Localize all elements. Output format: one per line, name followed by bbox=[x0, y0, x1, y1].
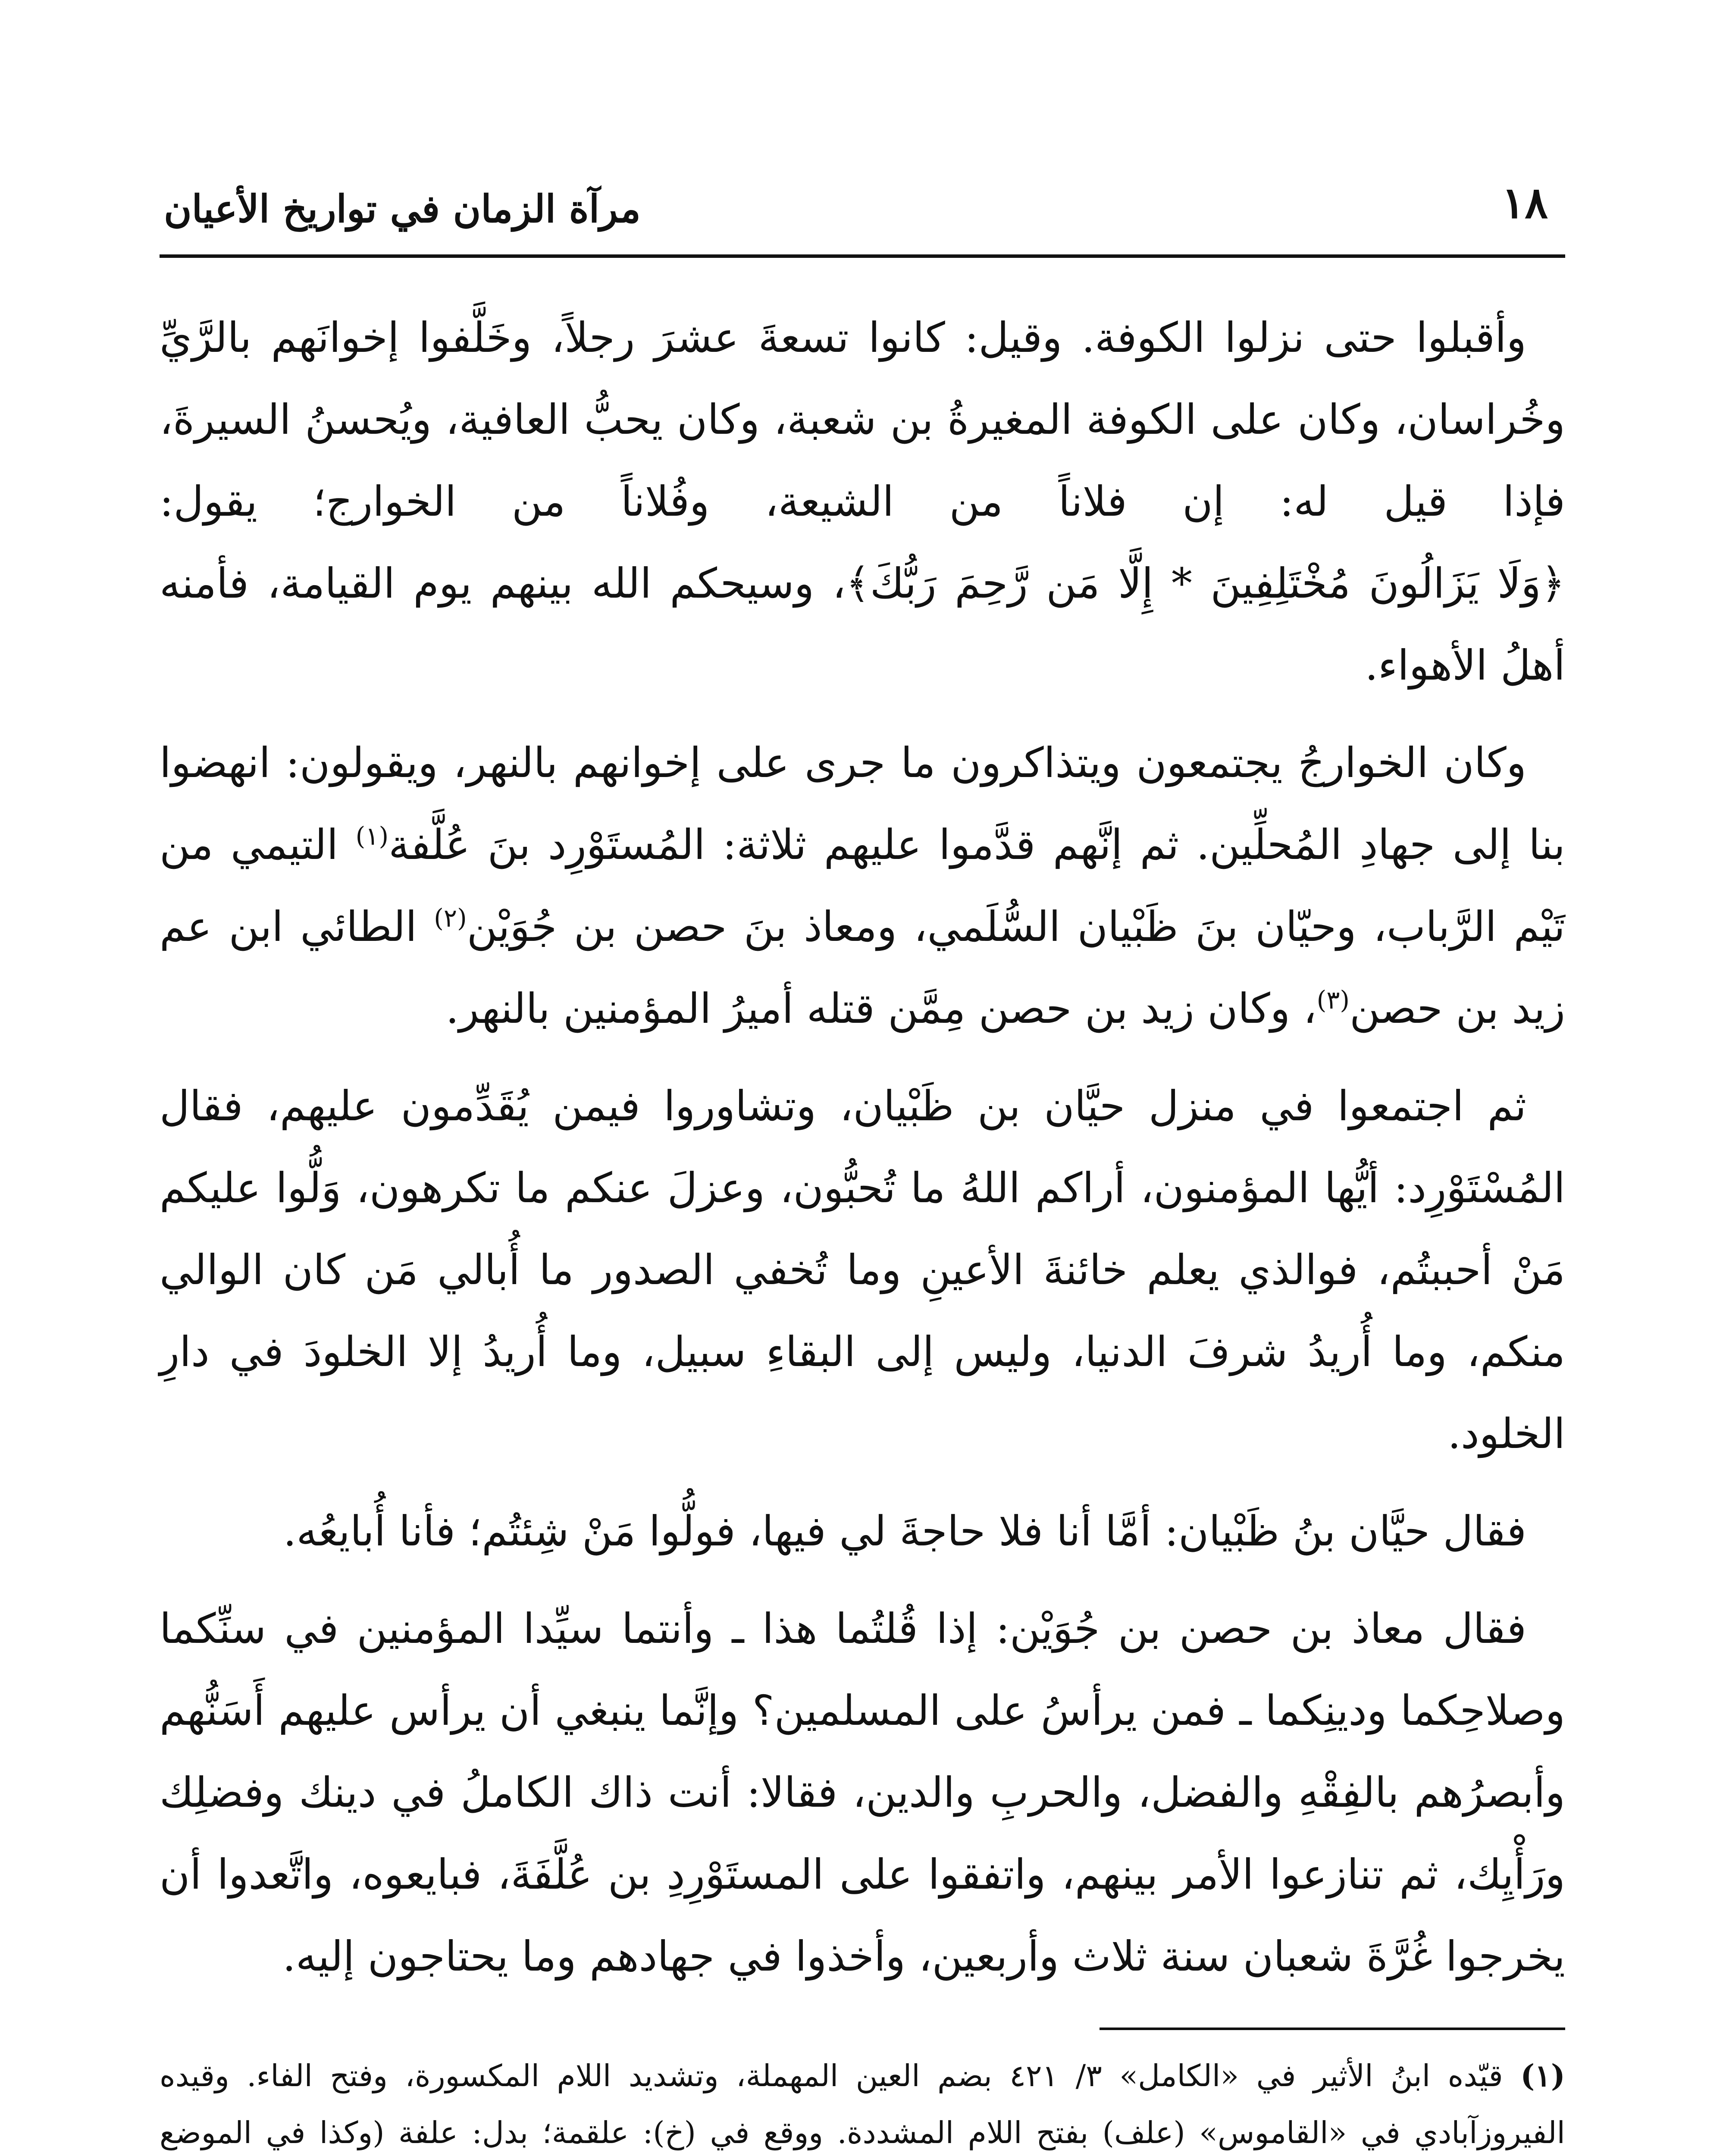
paragraph-2-part-3: الطائي ابن عم زيد بن حصن bbox=[160, 903, 1565, 1033]
paragraph-5: فقال معاذ بن حصن بن جُوَيْن: إذا قُلتُما هذا ـ وأنتما سيِّدا المؤمنين في سنِّكما وصلاحِكما ودينِكما ـ فمن يرأسُ على المسلمين؟ وإنَّما ينبغي أن يرأس عليهم أَسَنُّهم وأبصرُهم بالفِقْهِ والفضل، والحربِ والدين، فقالا: أنت ذاك الكاملُ في دينك وفضلِك ورَأْيِك، ثم تنازعوا الأمر بينهم، واتفقوا على المستَوْرِدِ بن عُلَّفَةَ، فبايعوه، واتَّعدوا أن يخرجوا غُرَّةَ شعبان سنة ثلاث وأربعين، وأخذوا في جهادهم وما يحتاجون إليه. bbox=[160, 1604, 1566, 1981]
page-header bbox=[160, 164, 1565, 258]
paragraph-2-part-1: وكان الخوارجُ يجتمعون ويتذاكرون ما جرى على إخوانهم بالنهر، ويقولون: انهضوا بنا إلى جهادِ المُحلِّين. ثم إنَّهم قدَّموا عليهم ثلاثة: المُستَوْرِد بنَ عُلَّفة bbox=[160, 739, 1566, 869]
paragraph-3: ثم اجتمعوا في منزل حيَّان بن ظَبْيان، وتشاوروا فيمن يُقَدِّمون عليهم، فقال المُسْتَوْرِد: أيُّها المؤمنون، أراكم اللهُ ما تُحبُّون، وعزلَ عنكم ما تكرهون، وَلُّوا عليكم مَنْ أحببتُم، فوالذي يعلم خائنةَ الأعينِ وما تُخفي الصدور ما أُبالي مَن كان الوالي منكم، وما أُريدُ شرفَ الدنيا، وليس إلى البقاءِ سبيل، وما أُريدُ إلا الخلودَ في دارِ الخلود. bbox=[160, 1082, 1565, 1458]
paragraph-2-part-2: التيمي من تَيْم الرَّباب، وحيّان بنَ ظَبْيان السُّلَمي، ومعاذ بنَ حصن بن جُوَيْن bbox=[160, 821, 1566, 951]
paragraph-1-tail: ، وسيحكم الله بينهم يوم القيامة، فأمنه أهلُ الأهواء. bbox=[160, 559, 1565, 689]
footnote-1 bbox=[160, 2047, 1565, 2156]
paragraph-4: فقال حيَّان بنُ ظَبْيان: أمَّا أنا فلا حاجةَ لي فيها، فولُّوا مَنْ شِئتُم؛ فأنا أُبايعُه. bbox=[283, 1507, 1526, 1555]
page-number: ١٨ bbox=[1501, 177, 1548, 228]
paragraph-1-text: وأقبلوا حتى نزلوا الكوفة. وقيل: كانوا تسعةَ عشرَ رجلاً، وخَلَّفوا إخوانَهم بالرَّيِّ وخُراسان، وكان على الكوفة المغيرةُ بن شعبة، وكان يحبُّ العافية، ويُحسنُ السيرةَ، فإذا قيل له: إن فلاناً من الشيعة، وفُلاناً من الخوارج؛ يقول: bbox=[160, 313, 1566, 526]
footnote-1-text: قيّده ابنُ الأثير في «الكامل» ٣/ ٤٢١ بضم العين المهملة، وتشديد اللام المكسورة، وفتح الفاء. وقيده الفيروزآبادي في «القاموس» (علف) بفتح اللام المشددة. ووقع في (خ): علقمة؛ بدل: علفة (وكذا في الموضع bbox=[160, 2058, 1565, 2150]
footnote-ref-3: (٣) bbox=[1316, 985, 1350, 1015]
quran-quote: ﴿وَلَا يَزَالُونَ مُخْتَلِفِينَ * إِلَّا مَن رَّحِمَ رَبُّكَ﴾ bbox=[846, 559, 1566, 608]
footnote-ref-1: (١) bbox=[355, 821, 389, 851]
footnote-ref-2: (٢) bbox=[434, 903, 467, 933]
book-page bbox=[160, 164, 1565, 2156]
footnote-divider bbox=[1100, 2028, 1565, 2030]
footnote-1-number: (١) bbox=[1520, 2058, 1565, 2093]
paragraph-2 bbox=[160, 722, 1565, 1050]
running-title: مرآة الزمان في تواريخ الأعيان bbox=[164, 186, 641, 231]
paragraph-1 bbox=[160, 297, 1565, 706]
paragraph-2-part-4: ، وكان زيد بن حصن مِمَّن قتله أميرُ المؤمنين بالنهر. bbox=[445, 984, 1317, 1033]
main-text bbox=[160, 297, 1565, 1997]
footnotes bbox=[160, 2047, 1565, 2156]
